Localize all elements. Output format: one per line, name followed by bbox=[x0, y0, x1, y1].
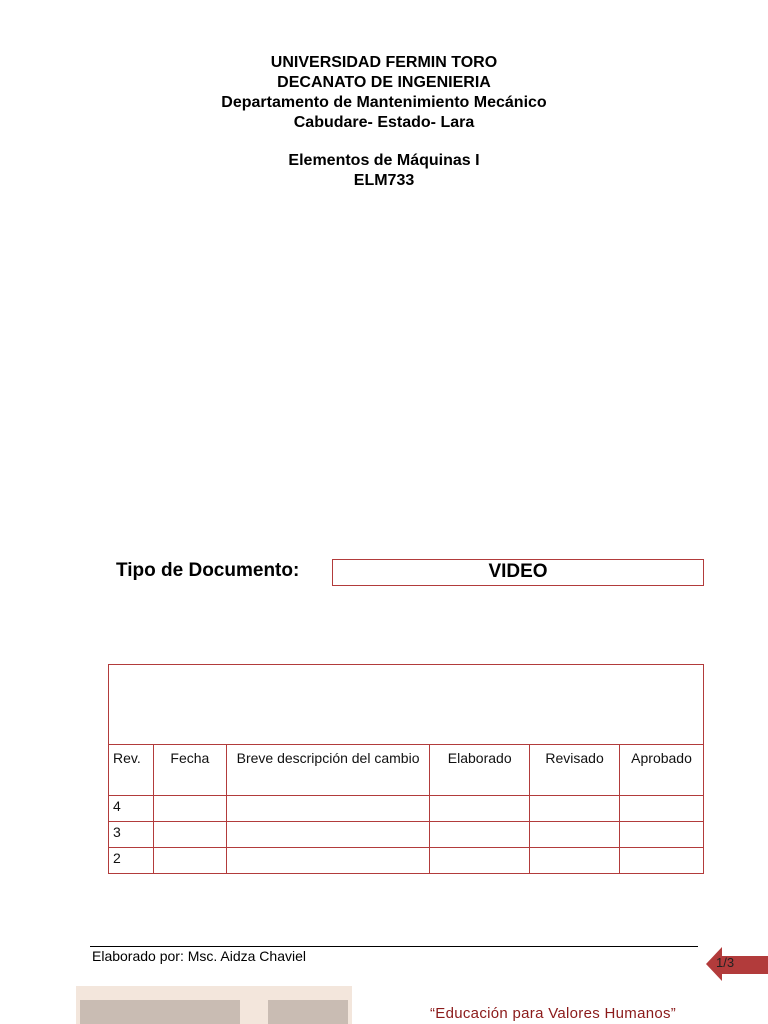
revisado-cell bbox=[530, 848, 620, 874]
table-row bbox=[109, 796, 704, 822]
revision-table bbox=[108, 664, 704, 874]
header-rev: Rev. bbox=[109, 745, 154, 796]
header-elaborado: Elaborado bbox=[430, 745, 530, 796]
document-type-label: Tipo de Documento: bbox=[116, 560, 300, 581]
course-code: ELM733 bbox=[353, 172, 415, 189]
footer-author: Elaborado por: Msc. Aidza Chaviel bbox=[92, 948, 306, 964]
footer-decoration bbox=[76, 986, 352, 1024]
elaborado-cell bbox=[430, 796, 530, 822]
decoration-block bbox=[80, 1000, 240, 1024]
fecha-cell bbox=[153, 822, 226, 848]
table-row bbox=[109, 848, 704, 874]
footer-divider bbox=[90, 946, 698, 947]
university-name: UNIVERSIDAD FERMIN TORO bbox=[270, 54, 498, 71]
document-type-row bbox=[108, 559, 704, 586]
rev-number: 4 bbox=[109, 796, 154, 822]
aprobado-cell bbox=[620, 796, 704, 822]
aprobado-cell bbox=[620, 848, 704, 874]
rev-number: 3 bbox=[109, 822, 154, 848]
document-type-value: VIDEO bbox=[332, 559, 704, 586]
fecha-cell bbox=[153, 848, 226, 874]
table-blank-row bbox=[109, 665, 704, 745]
decoration-block bbox=[268, 1000, 348, 1024]
faculty-name: DECANATO DE INGENIERIA bbox=[277, 74, 491, 91]
header-aprobado: Aprobado bbox=[620, 745, 704, 796]
elaborado-cell bbox=[430, 822, 530, 848]
rev-number: 2 bbox=[109, 848, 154, 874]
descripcion-cell bbox=[226, 848, 429, 874]
revisado-cell bbox=[530, 822, 620, 848]
descripcion-cell bbox=[226, 822, 429, 848]
descripcion-cell bbox=[226, 796, 429, 822]
location: Cabudare- Estado- Lara bbox=[293, 114, 475, 131]
elaborado-cell bbox=[430, 848, 530, 874]
aprobado-cell bbox=[620, 822, 704, 848]
header-descripcion: Breve descripción del cambio bbox=[226, 745, 429, 796]
footer-motto: “Educación para Valores Humanos” bbox=[430, 1005, 677, 1022]
fecha-cell bbox=[153, 796, 226, 822]
page-number: 1/3 bbox=[716, 955, 735, 970]
revisado-cell bbox=[530, 796, 620, 822]
header-revisado: Revisado bbox=[530, 745, 620, 796]
table-row bbox=[109, 822, 704, 848]
course-name: Elementos de Máquinas I bbox=[288, 152, 480, 169]
table-header-row bbox=[109, 745, 704, 796]
header-fecha: Fecha bbox=[153, 745, 226, 796]
department-name: Departamento de Mantenimiento Mecánico bbox=[221, 94, 547, 111]
blank-cell bbox=[109, 665, 704, 745]
